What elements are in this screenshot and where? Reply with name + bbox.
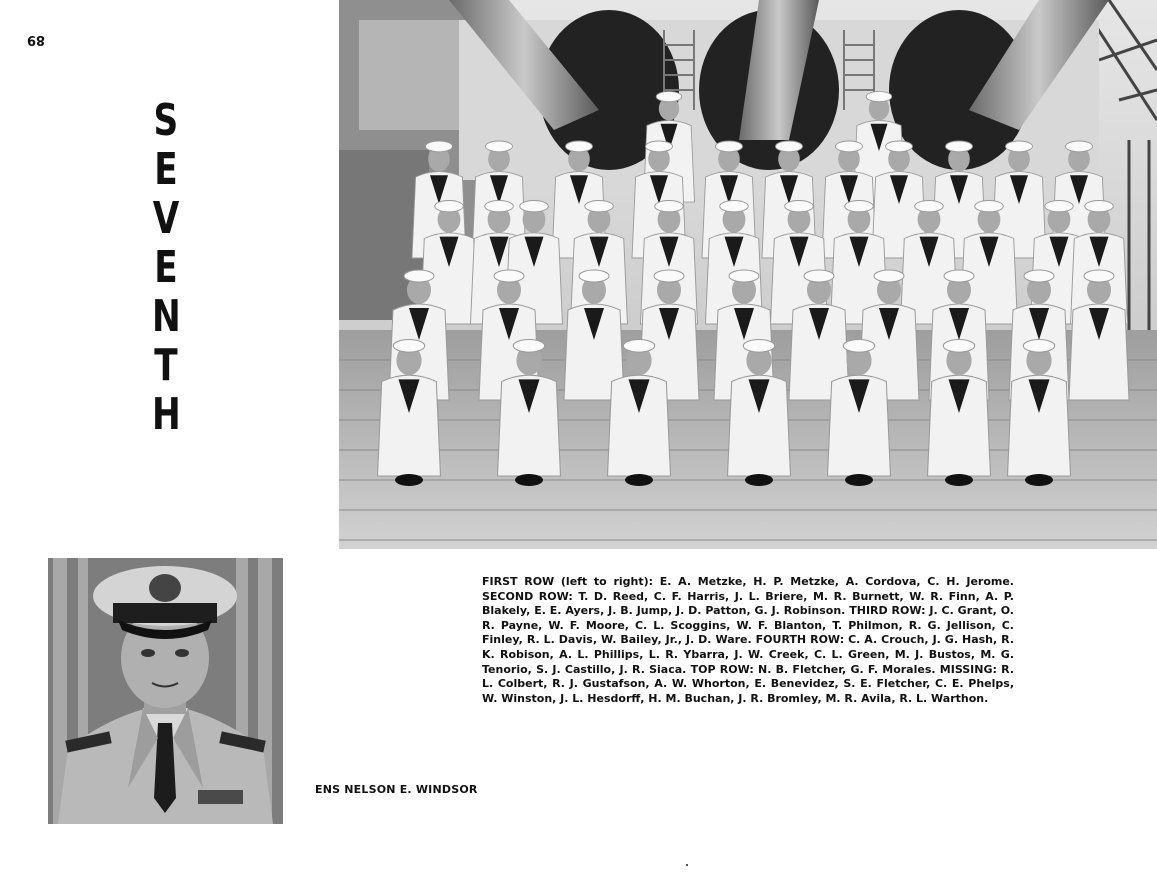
print-mark [686,864,688,866]
title-letter: E [154,144,178,195]
officer-portrait-photo [48,558,283,824]
title-letter: V [152,193,180,244]
title-letter: S [153,95,179,146]
title-letter: N [151,291,181,342]
section-title [146,96,186,439]
shoe [625,474,653,486]
shoe [745,474,773,486]
page-number: 89 [26,32,46,47]
title-letter: E [154,242,178,293]
officer-name-caption: ENS NELSON E. WINDSOR [315,783,478,796]
crew-group-photo [339,0,1157,549]
officer-portrait-illustration [48,558,283,824]
crew-roster-caption: FIRST ROW (left to right): E. A. Metzke, H. P. Metzke, A. Cordova, C. H. Jerome. SECOND ROW: T. D. Reed, C. F. Harris, J. L. Briere, M. R. Burnett, W. R. Finn, A. P. Blakely, E. E. Ayers, J. B. Jump, J. D. Patton, G. J. Robinson. THIRD ROW: J. C. Grant, O. R. Payne, W. F. Moore, C. L. Scoggins, W. F. Blanton, T. Philmon, R. G. Jellison, C. Finley, R. L. Davis, W. Bailey, Jr., J. D. Ware. FOURTH ROW: C. A. Crouch, J. G. Hash, R. K. Robison, A. L. Phillips, L. R. Ybarra, J. W. Creek, C. L. Green, M. J. Bustos, M. G. Tenorio, S. J. Castillo, J. R. Siaca. TOP ROW: N. B. Fletcher, G. F. Morales. MISSING: R. L. Colbert, R. J. Gustafson, A. W. Whorton, E. Benevidez, S. E. Fletcher, C. E. Phelps, W. Winston, J. L. Hesdorff, H. M. Buchan, J. R. Bromley, M. R. Avila, R. L. Warthon. [482,575,1014,705]
shoe [845,474,873,486]
shoe [395,474,423,486]
shoe [945,474,973,486]
shoe [515,474,543,486]
shoe [1025,474,1053,486]
sailors-group [339,0,1157,549]
title-letter: H [151,389,181,440]
title-letter: T [154,340,178,391]
